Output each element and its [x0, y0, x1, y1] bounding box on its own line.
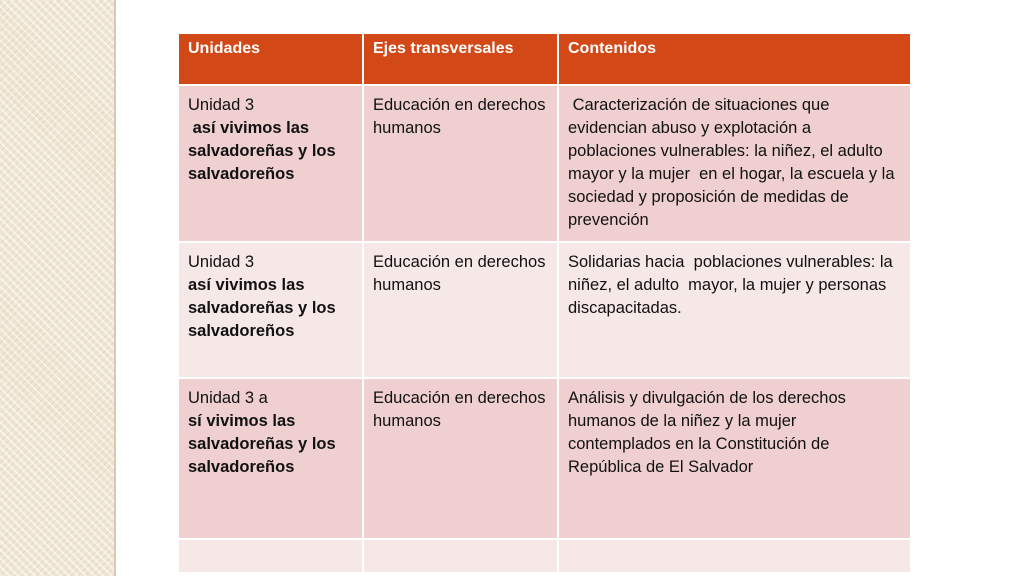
- unidad-number: Unidad 3: [188, 253, 255, 271]
- unidad-number: Unidad 3: [188, 96, 255, 114]
- table-row: [179, 378, 911, 539]
- cell-empty: [558, 539, 911, 573]
- unidad-title: sí vivimos las salvadoreñas y los salvadoreños: [188, 412, 336, 476]
- cell-contenido: Solidarias hacia poblaciones vulnerables: la niñez, el adulto mayor, la mujer y personas discapacitadas.: [558, 242, 911, 378]
- curriculum-table: [179, 34, 912, 574]
- table-header-row: [179, 34, 911, 85]
- cell-eje: Educación en derechos humanos: [363, 85, 558, 242]
- cell-contenido: Caracterización de situaciones que evidencian abuso y explotación a poblaciones vulnerables: la niñez, el adulto mayor y la mujer en el hogar, la escuela y la sociedad y proposición de medidas de prevención: [558, 85, 911, 242]
- cell-empty: [363, 539, 558, 573]
- table-row: [179, 242, 911, 378]
- side-panel-divider: [114, 0, 116, 576]
- unidad-title: así vivimos las salvadoreñas y los salvadoreños: [188, 119, 341, 183]
- table-row: [179, 85, 911, 242]
- header-unidades: Unidades: [179, 34, 363, 85]
- cell-empty: [179, 539, 363, 573]
- header-contenidos: Contenidos: [558, 34, 911, 85]
- cell-unidad: [179, 242, 363, 378]
- header-ejes-transversales: Ejes transversales: [363, 34, 558, 85]
- cell-unidad: [179, 85, 363, 242]
- cell-eje: Educación en derechos humanos: [363, 378, 558, 539]
- unidad-number: Unidad 3 a: [188, 389, 268, 407]
- decorative-side-panel: [0, 0, 114, 576]
- cell-eje: Educación en derechos humanos: [363, 242, 558, 378]
- cell-contenido: Análisis y divulgación de los derechos humanos de la niñez y la mujer contemplados en la Constitución de República de El Salvador: [558, 378, 911, 539]
- table-row-empty: [179, 539, 911, 573]
- cell-unidad: [179, 378, 363, 539]
- unidad-title: así vivimos las salvadoreñas y los salvadoreños: [188, 276, 336, 340]
